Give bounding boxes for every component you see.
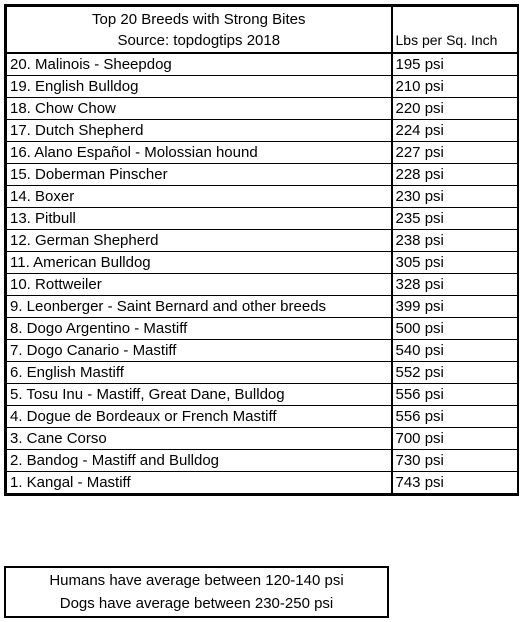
human-average-note: Humans have average between 120-140 psi	[49, 572, 344, 589]
psi-cell: 228 psi	[392, 163, 518, 185]
table-row	[7, 405, 518, 427]
psi-cell: 230 psi	[392, 185, 518, 207]
psi-cell: 210 psi	[392, 75, 518, 97]
breed-cell: 13. Pitbull	[7, 207, 392, 229]
psi-cell: 328 psi	[392, 273, 518, 295]
table-row	[7, 229, 518, 251]
bite-force-table	[4, 4, 519, 496]
table-row	[7, 317, 518, 339]
breed-cell: 7. Dogo Canario - Mastiff	[7, 339, 392, 361]
psi-cell: 238 psi	[392, 229, 518, 251]
psi-cell: 235 psi	[392, 207, 518, 229]
breed-cell: 16. Alano Español - Molossian hound	[7, 141, 392, 163]
psi-cell: 730 psi	[392, 449, 518, 471]
psi-cell: 305 psi	[392, 251, 518, 273]
table-row	[7, 383, 518, 405]
psi-cell: 220 psi	[392, 97, 518, 119]
table-row	[7, 273, 518, 295]
table-row	[7, 119, 518, 141]
psi-cell: 227 psi	[392, 141, 518, 163]
breed-cell: 12. German Shepherd	[7, 229, 392, 251]
breed-cell: 11. American Bulldog	[7, 251, 392, 273]
table-source: Source: topdogtips 2018	[117, 32, 281, 50]
table-header-row	[7, 7, 518, 53]
value-column-header: Lbs per Sq. Inch	[392, 7, 518, 53]
table-row	[7, 339, 518, 361]
breed-cell: 14. Boxer	[7, 185, 392, 207]
breed-cell: 17. Dutch Shepherd	[7, 119, 392, 141]
table-row	[7, 471, 518, 493]
psi-cell: 399 psi	[392, 295, 518, 317]
breed-cell: 19. English Bulldog	[7, 75, 392, 97]
psi-cell: 556 psi	[392, 383, 518, 405]
breed-cell: 10. Rottweiler	[7, 273, 392, 295]
table-row	[7, 141, 518, 163]
psi-cell: 743 psi	[392, 471, 518, 493]
breed-cell: 1. Kangal - Mastiff	[7, 471, 392, 493]
breed-cell: 3. Cane Corso	[7, 427, 392, 449]
table-row	[7, 97, 518, 119]
table-title: Top 20 Breeds with Strong Bites	[92, 11, 306, 29]
psi-cell: 700 psi	[392, 427, 518, 449]
table-row	[7, 251, 518, 273]
breed-cell: 5. Tosu Inu - Mastiff, Great Dane, Bulldog	[7, 383, 392, 405]
dog-average-note: Dogs have average between 230-250 psi	[59, 595, 334, 612]
table-row	[7, 295, 518, 317]
table-row	[7, 185, 518, 207]
table-row	[7, 427, 518, 449]
breed-cell: 6. English Mastiff	[7, 361, 392, 383]
average-note-box	[4, 566, 389, 618]
psi-cell: 500 psi	[392, 317, 518, 339]
table-row	[7, 75, 518, 97]
table-row	[7, 361, 518, 383]
psi-cell: 556 psi	[392, 405, 518, 427]
table-row	[7, 449, 518, 471]
table-title-cell	[7, 7, 392, 53]
breed-cell: 18. Chow Chow	[7, 97, 392, 119]
table-row	[7, 207, 518, 229]
breed-cell: 8. Dogo Argentino - Mastiff	[7, 317, 392, 339]
table-row	[7, 163, 518, 185]
psi-cell: 540 psi	[392, 339, 518, 361]
psi-cell: 552 psi	[392, 361, 518, 383]
breed-cell: 20. Malinois - Sheepdog	[7, 53, 392, 76]
breed-cell: 4. Dogue de Bordeaux or French Mastiff	[7, 405, 392, 427]
psi-cell: 224 psi	[392, 119, 518, 141]
breed-cell: 9. Leonberger - Saint Bernard and other breeds	[7, 295, 392, 317]
breed-cell: 15. Doberman Pinscher	[7, 163, 392, 185]
table-row	[7, 53, 518, 76]
table-body	[7, 7, 518, 494]
breed-cell: 2. Bandog - Mastiff and Bulldog	[7, 449, 392, 471]
psi-cell: 195 psi	[392, 53, 518, 76]
